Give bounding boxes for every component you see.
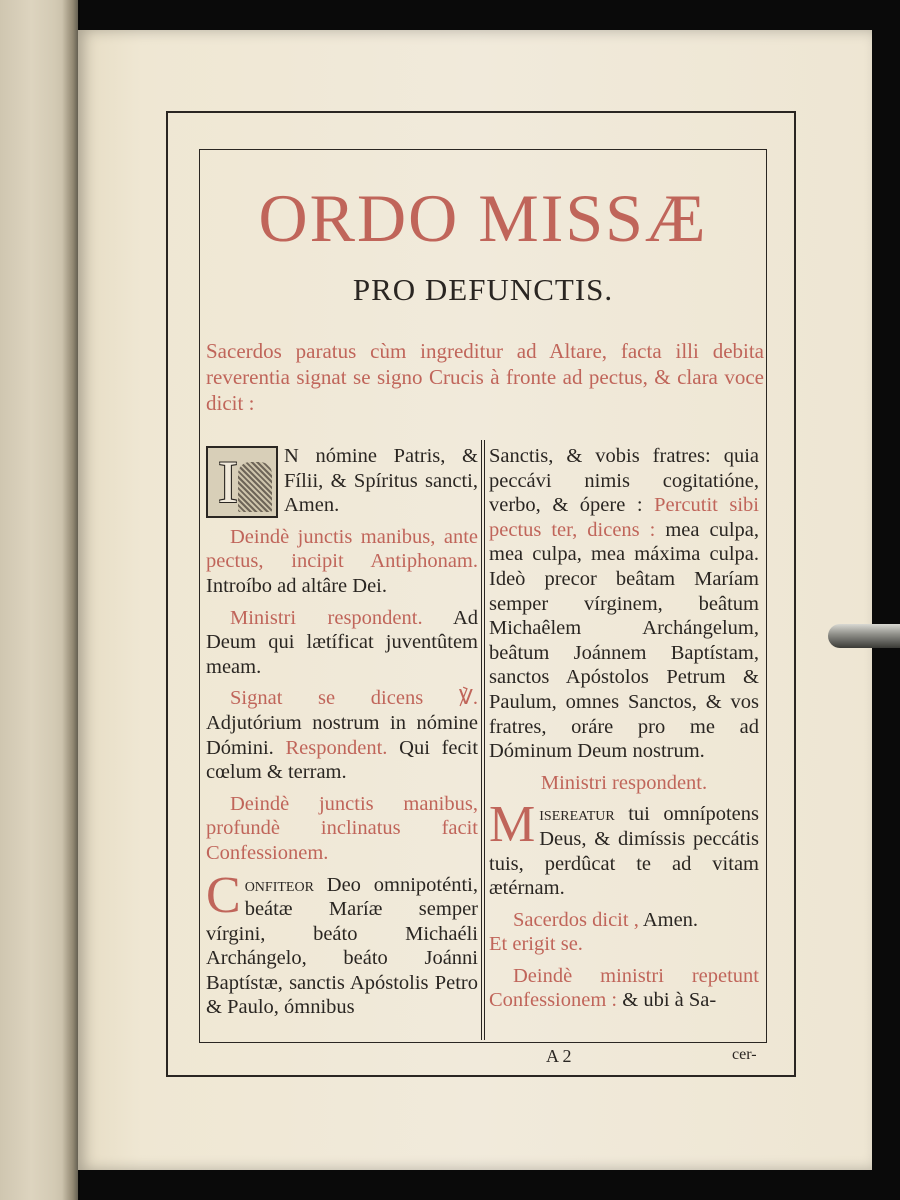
right-column	[489, 444, 759, 1020]
text-confiteor: Deo omnipoténti, beátæ Maríæ semper vírgini, beáto Michaéli Archángelo, beáto Joánni Baptístæ, sanctis Apóstolis Petro & Paulo, ómnibus	[206, 873, 478, 1019]
text-introibo: Introíbo ad altâre Dei.	[206, 574, 388, 597]
page-title: ORDO MISSÆ	[258, 180, 708, 256]
misereatur-smallcaps: isereatur	[539, 803, 615, 826]
text-ad-deum: Ad Deum qui lætíficat juventûtem meam.	[206, 606, 479, 678]
text-in-nomine: N nómine Patris, & Fílii, & Spíritus sancti, Amen.	[284, 445, 478, 517]
paragraph-amen	[489, 908, 759, 957]
intro-rubric: Sacerdos paratus cùm ingreditur ad Altare, facta illi debita reverentia signat se signo Crucis à fronte ad pectus, & clara voce dicit :	[206, 339, 764, 415]
paragraph-confiteor	[206, 866, 478, 1021]
paragraph-introibo	[206, 525, 478, 599]
paragraph-repetunt	[489, 964, 759, 1013]
rubric-signat: Signat se dicens ℣.	[230, 687, 478, 710]
rubric-confessionem: Deindè junctis manibus, profundè inclinatus facit Confessionem.	[206, 792, 478, 864]
paragraph-mea-culpa	[489, 444, 759, 764]
text-sanctis: Sanctis, & vobis fratres: quia peccávi nimis cogitatióne, verbo, & ópere :	[489, 445, 759, 517]
rubric-percutit: Percutit sibi pectus ter, dicens :	[489, 494, 760, 541]
page-subtitle: PRO DEFUNCTIS.	[352, 272, 614, 307]
text-misereatur: tui omnípotens Deus, & dimíssis peccátis tuis, perdûcat te ad vitam ætérnam.	[489, 803, 759, 900]
text-qui-fecit: Qui fecit cœlum & terram.	[206, 736, 479, 784]
confiteor-initial: C	[206, 866, 241, 924]
rubric-sacerdos-dicit: Sacerdos dicit ,	[513, 908, 639, 931]
dropcap-letter: I	[218, 449, 238, 515]
misereatur-initial: M	[489, 796, 536, 854]
rubric-repetunt: Deindè ministri repetunt Confessionem :	[489, 964, 759, 1012]
text-mea-culpa: mea culpa, mea culpa, mea máxima culpa. Ideò precor beâtam Maríam semper vírginem, beâtum Michaêlem Archángelum, beâtum Joánnem Baptístam, sanctos Apóstolos Petrum & Paulum, omnes Sanctos, & vos fratres, oráre pro me ad Dóminum Deum nostrum.	[489, 518, 759, 763]
text-ubi: & ubi à Sa-	[622, 989, 717, 1012]
left-column	[206, 444, 478, 1027]
rubric-ministri: Ministri respondent.	[230, 606, 423, 629]
rubric-deinde: Deindè junctis manibus, ante pectus, incipit Antiphonam.	[206, 525, 478, 573]
paragraph-ad-deum	[206, 606, 478, 680]
historiated-initial	[206, 446, 278, 518]
paragraph-in-nomine	[206, 444, 478, 518]
column-divider	[481, 440, 485, 1040]
text-adjutorium: Adjutórium nostrum in nómine Dómini.	[206, 711, 478, 759]
signature-mark: A 2	[546, 1046, 572, 1066]
rubric-ministri-respondent: Ministri respondent.	[540, 771, 708, 794]
rubric-erigit: Et erigit se.	[489, 933, 583, 956]
bookmark-ribbon	[828, 624, 900, 648]
rubric-respondent: Respondent.	[285, 736, 388, 759]
confiteor-smallcaps: onfiteor	[244, 873, 314, 896]
engraved-figure-icon	[238, 462, 272, 512]
text-amen: Amen.	[642, 908, 699, 931]
paragraph-misereatur	[489, 796, 759, 900]
catchword: cer-	[732, 1046, 757, 1063]
paragraph-adjutorium	[206, 686, 478, 784]
